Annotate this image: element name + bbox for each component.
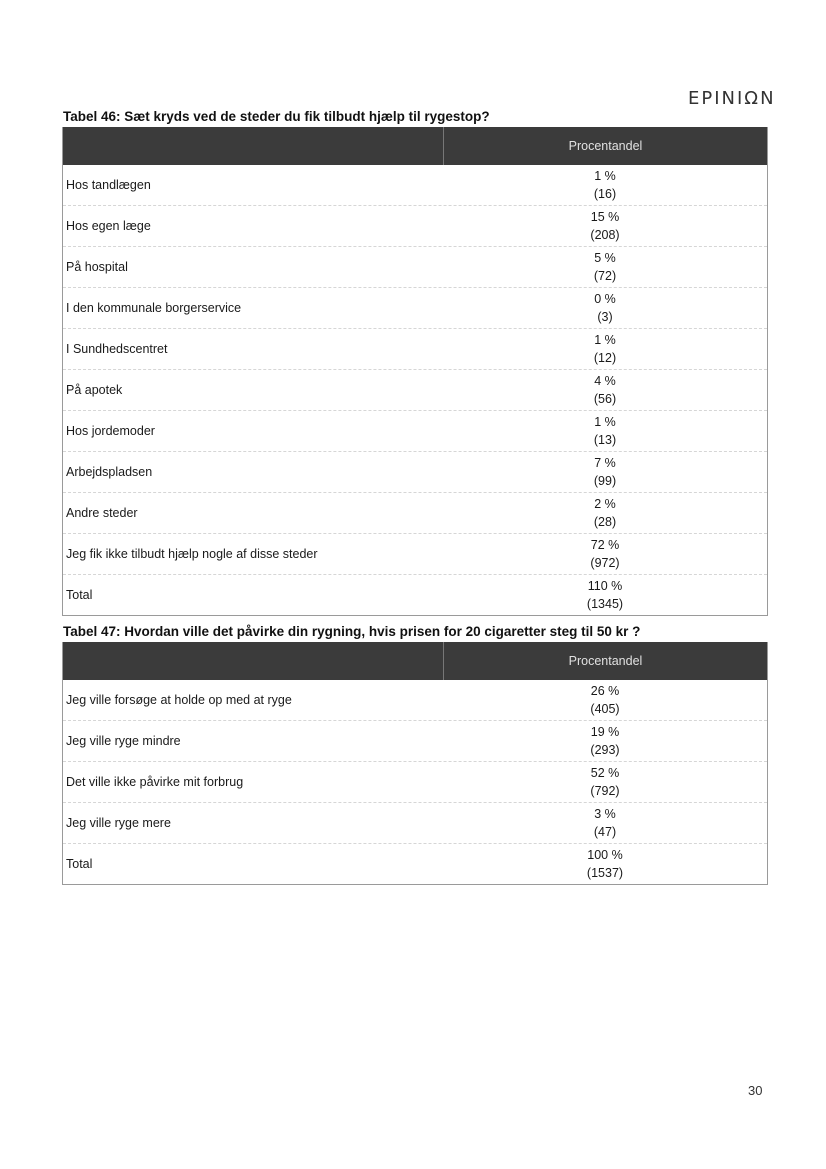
row-percent: 19 % [590, 725, 620, 739]
table-row [63, 328, 767, 369]
table-47 [62, 642, 768, 885]
row-count: (28) [593, 515, 617, 529]
row-value [443, 288, 767, 328]
row-value [443, 680, 767, 720]
row-label: I den kommunale borgerservice [66, 301, 242, 315]
row-label: Total [66, 588, 93, 602]
row-value [443, 721, 767, 761]
table-46-body [63, 165, 767, 615]
column-header-procentandel: Procentandel [568, 654, 643, 668]
row-label: På apotek [66, 383, 123, 397]
column-header-procentandel: Procentandel [568, 139, 643, 153]
row-value [443, 493, 767, 533]
row-value [443, 575, 767, 615]
row-percent: 52 % [590, 766, 620, 780]
row-percent: 72 % [590, 538, 620, 552]
row-label: Arbejdspladsen [66, 465, 153, 479]
table-header [63, 642, 767, 680]
table-row [63, 492, 767, 533]
table-row-total [63, 574, 767, 615]
row-count: (16) [593, 187, 617, 201]
row-value [443, 206, 767, 246]
row-label: Jeg ville ryge mere [66, 816, 171, 830]
row-value [443, 329, 767, 369]
table-47-body [63, 680, 767, 884]
row-percent: 1 % [594, 333, 616, 347]
table-row [63, 205, 767, 246]
row-count: (56) [593, 392, 617, 406]
row-percent: 1 % [594, 415, 616, 429]
row-count: (1345) [586, 597, 624, 611]
row-percent: 7 % [594, 456, 616, 470]
row-label: I Sundhedscentret [66, 342, 168, 356]
row-label: Jeg fik ikke tilbudt hjælp nogle af disse steder [66, 547, 318, 561]
row-label: Hos tandlægen [66, 178, 151, 192]
row-percent: 0 % [594, 292, 616, 306]
header-blank-cell [63, 642, 444, 680]
row-label: Total [66, 857, 93, 871]
row-count: (792) [590, 784, 620, 798]
row-percent: 3 % [594, 807, 616, 821]
row-value [443, 247, 767, 287]
table-47-title: Tabel 47: Hvordan ville det påvirke din rygning, hvis prisen for 20 cigaretter steg til 50 kr ? [63, 624, 641, 639]
table-header [63, 127, 767, 165]
row-label: Jeg ville forsøge at holde op med at ryge [66, 693, 292, 707]
table-row [63, 451, 767, 492]
row-label: Jeg ville ryge mindre [66, 734, 181, 748]
row-percent: 4 % [594, 374, 616, 388]
row-label: Hos egen læge [66, 219, 151, 233]
row-percent: 15 % [590, 210, 620, 224]
row-value [443, 803, 767, 843]
row-count: (208) [590, 228, 620, 242]
row-percent: 1 % [594, 169, 616, 183]
table-row [63, 369, 767, 410]
row-value [443, 411, 767, 451]
row-percent: 26 % [590, 684, 620, 698]
epinion-logo: EPINIΩN [688, 88, 776, 109]
row-count: (72) [593, 269, 617, 283]
row-count: (47) [593, 825, 617, 839]
row-count: (3) [597, 310, 613, 324]
row-label: Hos jordemoder [66, 424, 155, 438]
row-value [443, 370, 767, 410]
row-value [443, 844, 767, 884]
row-count: (293) [590, 743, 620, 757]
table-row [63, 680, 767, 720]
row-percent: 100 % [587, 848, 623, 862]
row-count: (405) [590, 702, 620, 716]
table-row [63, 802, 767, 843]
table-row-total [63, 843, 767, 884]
row-label: Det ville ikke påvirke mit forbrug [66, 775, 244, 789]
row-percent: 5 % [594, 251, 616, 265]
row-value [443, 165, 767, 205]
table-46-title: Tabel 46: Sæt kryds ved de steder du fik tilbudt hjælp til rygestop? [63, 109, 490, 124]
page-number: 30 [748, 1083, 763, 1098]
row-percent: 110 % [587, 579, 623, 593]
row-count: (1537) [586, 866, 624, 880]
table-row [63, 165, 767, 205]
row-value [443, 534, 767, 574]
table-row [63, 761, 767, 802]
table-row [63, 246, 767, 287]
row-label: På hospital [66, 260, 128, 274]
row-count: (13) [593, 433, 617, 447]
row-label: Andre steder [66, 506, 138, 520]
row-count: (99) [593, 474, 617, 488]
row-count: (12) [593, 351, 617, 365]
table-row [63, 720, 767, 761]
table-46 [62, 127, 768, 616]
table-row [63, 287, 767, 328]
table-row [63, 410, 767, 451]
table-row [63, 533, 767, 574]
header-blank-cell [63, 127, 444, 165]
row-value [443, 452, 767, 492]
row-value [443, 762, 767, 802]
row-count: (972) [590, 556, 620, 570]
row-percent: 2 % [594, 497, 616, 511]
